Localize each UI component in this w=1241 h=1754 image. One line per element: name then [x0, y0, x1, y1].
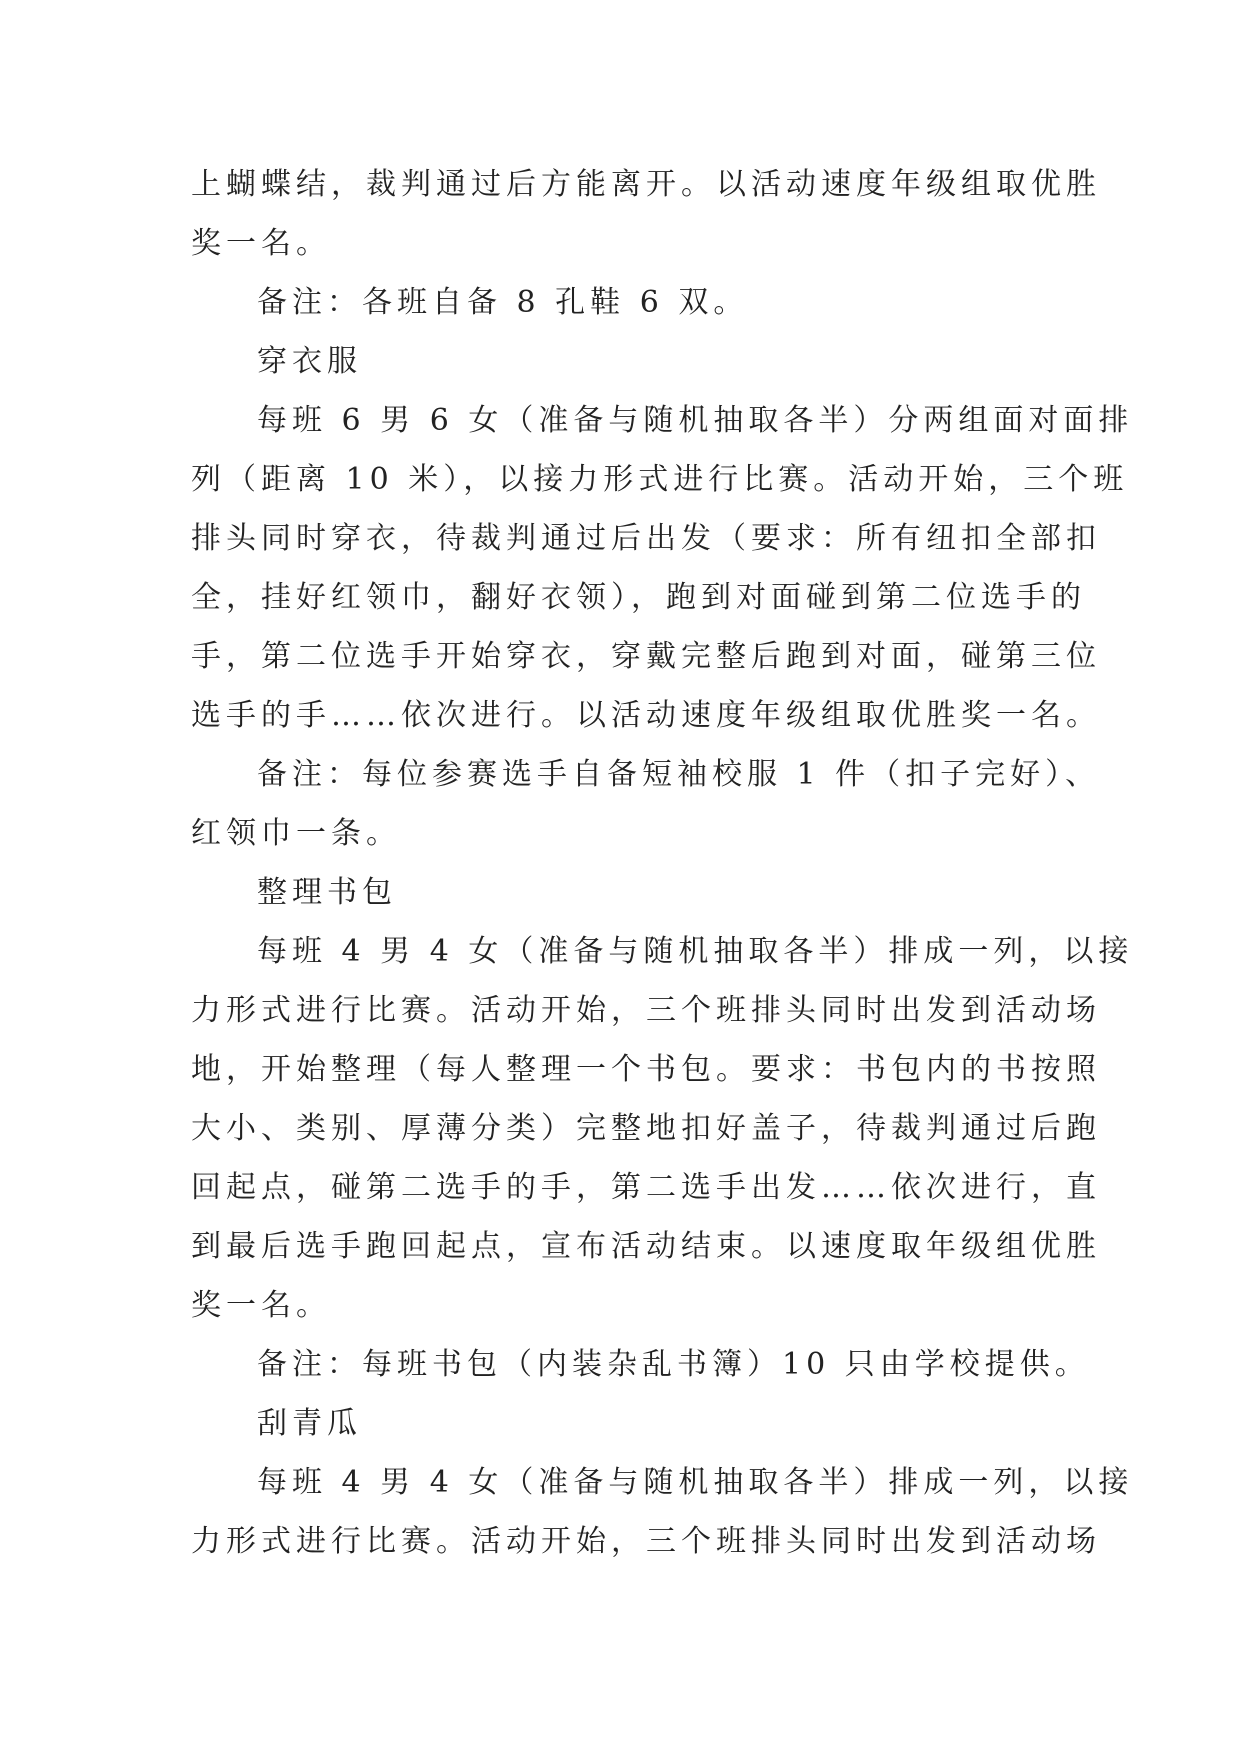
- text-line: 红领巾一条。: [191, 816, 401, 851]
- text-line: 奖一名。: [191, 226, 331, 261]
- text-line: 力形式进行比赛。活动开始，三个班排头同时出发到活动场: [191, 993, 1101, 1028]
- text-line: 列（距离 10 米），以接力形式进行比赛。活动开始，三个班: [191, 462, 1129, 497]
- text-line: 上蝴蝶结，裁判通过后方能离开。以活动速度年级组取优胜: [191, 167, 1101, 202]
- text-line: 每班 6 男 6 女（准备与随机抽取各半）分两组面对面排: [257, 403, 1134, 438]
- text-line: 回起点，碰第二选手的手，第二选手出发……依次进行，直: [191, 1170, 1101, 1205]
- text-line: 奖一名。: [191, 1288, 331, 1323]
- text-line: 力形式进行比赛。活动开始，三个班排头同时出发到活动场: [191, 1524, 1101, 1559]
- text-line: 每班 4 男 4 女（准备与随机抽取各半）排成一列，以接: [257, 1465, 1134, 1500]
- text-line: 备注：各班自备 8 孔鞋 6 双。: [257, 285, 749, 320]
- text-line: 手，第二位选手开始穿衣，穿戴完整后跑到对面，碰第三位: [191, 639, 1101, 674]
- text-line: 每班 4 男 4 女（准备与随机抽取各半）排成一列，以接: [257, 934, 1134, 969]
- text-line: 到最后选手跑回起点，宣布活动结束。以速度取年级组优胜: [191, 1229, 1101, 1264]
- text-line: 备注：每位参赛选手自备短袖校服 1 件（扣子完好）、: [257, 757, 1101, 792]
- text-line: 地，开始整理（每人整理一个书包。要求：书包内的书按照: [191, 1052, 1101, 1087]
- text-line: 穿衣服: [257, 344, 362, 379]
- text-line: 刮青瓜: [257, 1406, 362, 1441]
- text-line: 大小、类别、厚薄分类）完整地扣好盖子，待裁判通过后跑: [191, 1111, 1101, 1146]
- document-body: [191, 155, 1134, 1571]
- text-line: 排头同时穿衣，待裁判通过后出发（要求：所有纽扣全部扣: [191, 521, 1101, 556]
- text-line: 选手的手……依次进行。以活动速度年级组取优胜奖一名。: [191, 698, 1101, 733]
- text-line: 整理书包: [257, 875, 397, 910]
- text-line: 全，挂好红领巾，翻好衣领），跑到对面碰到第二位选手的: [191, 580, 1086, 615]
- text-line: 备注：每班书包（内装杂乱书簿）10 只由学校提供。: [257, 1347, 1090, 1382]
